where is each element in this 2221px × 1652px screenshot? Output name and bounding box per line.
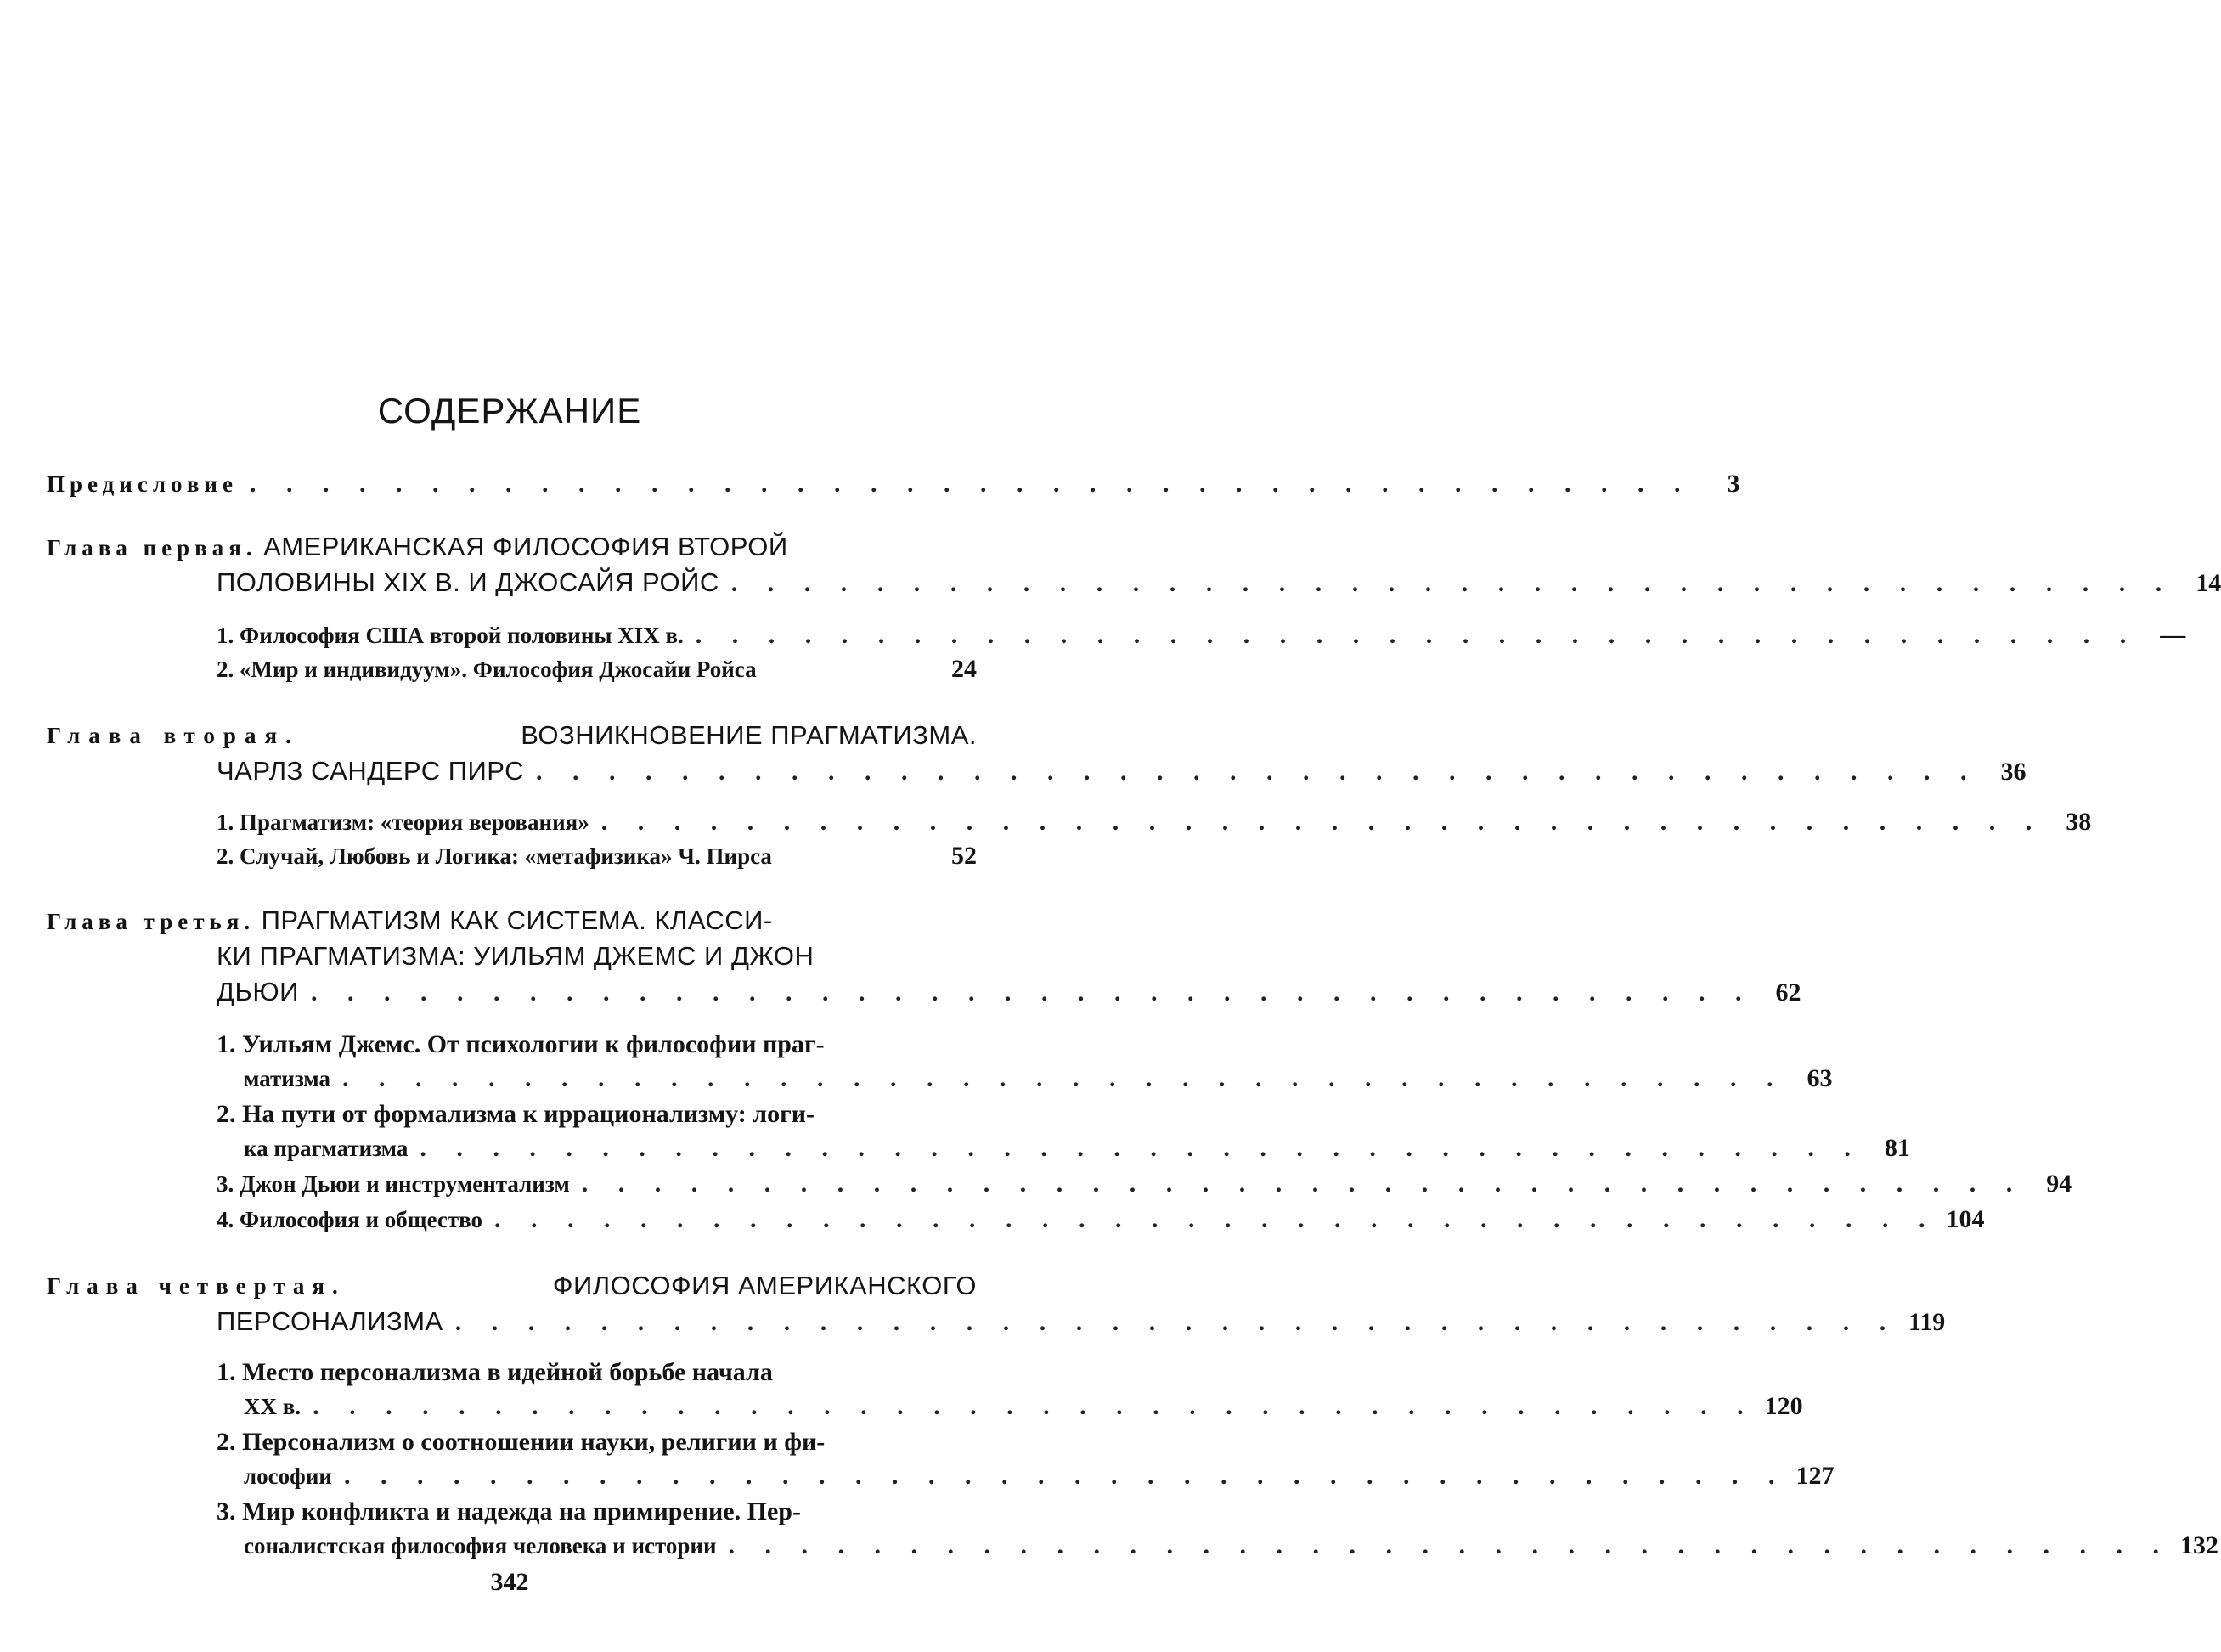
chapter-title: ПОЛОВИНЫ XIX В. И ДЖОСАЙЯ РОЙС <box>217 567 719 597</box>
toc-entry-line: 1. Уильям Джемс. От психологии к философии праг- <box>217 1030 825 1058</box>
toc-entry-preface <box>47 467 1740 501</box>
chapter-4-heading <box>47 1269 977 1303</box>
page-number: 342 <box>490 1568 529 1596</box>
chapter-prefix: Глава третья. <box>47 909 256 934</box>
entry-page: 36 <box>2000 758 2027 786</box>
chapter-title: ВОЗНИКНОВЕНИЕ ПРАГМАТИЗМА. <box>521 720 977 750</box>
chapter-prefix: Глава первая. <box>47 535 257 561</box>
entry-page: 62 <box>1775 978 1801 1006</box>
entry-page: 52 <box>951 842 977 870</box>
chapter-prefix: Глава четвертая. <box>47 1273 346 1299</box>
chapter-3-heading <box>47 904 773 939</box>
chapter-title: ФИЛОСОФИЯ АМЕРИКАНСКОГО <box>552 1271 977 1300</box>
leader-dots: . . . . . . . . . . . . . . . . . . . . . . . . . . . . . . . . . . . . . . . . <box>454 1308 1898 1336</box>
entry-page: 119 <box>1908 1308 1946 1336</box>
page-title: СОДЕРЖАНИЕ <box>377 391 642 431</box>
entry-page: 81 <box>1884 1134 1910 1162</box>
leader-dots: . . . . . . . . . . . . . . . . . . . . . . . . . . . . . . . . . . . . . . . . <box>695 621 2139 649</box>
chapter-title: ПРАГМАТИЗМ КАК СИСТЕМА. КЛАССИ- <box>261 905 773 935</box>
chapter-2-title-end <box>217 754 2027 789</box>
toc-entry <box>217 618 2186 652</box>
entry-page: 24 <box>951 655 977 683</box>
leader-dots: . . . . . . . . . . . . . . . . . . . . . . . . . . . . . . . . . . . . . . . . <box>249 470 1693 498</box>
entry-page: 132 <box>2180 1531 2219 1559</box>
entry-page: 104 <box>1946 1205 1985 1233</box>
leader-dots: . . . . . . . . . . . . . . . . . . . . . . . . . . . . . . . . . . . . . . . . <box>536 758 1979 786</box>
entry-label: соналистская философия человека и истории <box>244 1533 717 1559</box>
entry-page: 38 <box>2066 808 2092 836</box>
toc-entry-line: 2. На пути от формализма к иррационализму: логи- <box>217 1100 815 1128</box>
entry-label: 1. Философия США второй половины XIX в. <box>217 623 684 648</box>
entry-page: 63 <box>1807 1064 1833 1092</box>
entry-label: XX в. <box>244 1394 302 1419</box>
entry-label: 2. «Мир и индивидуум». Философия Джосайи Ройса <box>217 657 757 682</box>
entry-label: лософии <box>244 1463 332 1489</box>
chapter-title: ДЬЮИ <box>217 977 299 1006</box>
chapter-prefix: Глава вторая. <box>47 723 300 748</box>
toc-entry <box>244 1459 1835 1493</box>
entry-label: 1. Прагматизм: «теория верования» <box>217 809 589 835</box>
chapter-2-heading <box>47 719 977 753</box>
leader-dots: . . . . . . . . . . . . . . . . . . . . . . . . . . . . . . . . . . . . . . . . <box>728 1531 2172 1559</box>
entry-page: 120 <box>1764 1392 1803 1420</box>
leader-dots: . . . . . . . . . . . . . . . . . . . . . . . . . . . . . . . . . . . . . . . . <box>343 1462 1787 1490</box>
toc-entry <box>244 1529 2219 1563</box>
toc-entry <box>244 1131 1910 1165</box>
entry-page: 14 <box>2196 569 2221 597</box>
toc-entry-line: 2. Персонализм о соотношении науки, религии и фи- <box>217 1428 826 1456</box>
toc-entry-line: 1. Место персонализма в идейной борьбе начала <box>217 1358 773 1386</box>
leader-dots: . . . . . . . . . . . . . . . . . . . . . . . . . . . . . . . . . . . . . . . . <box>600 808 2044 836</box>
entry-label: ка прагматизма <box>244 1136 409 1161</box>
leader-dots: . . . . . . . . . . . . . . . . . . . . . . . . . . . . . . . . . . . . . . . . <box>342 1064 1785 1092</box>
entry-label: Предисловие <box>47 471 238 497</box>
leader-dots: . . . . . . . . . . . . . . . . . . . . . . . . . . . . . . . . . . . . . . . . <box>313 1392 1756 1420</box>
entry-page: — <box>2160 621 2186 649</box>
chapter-3-title-end <box>217 975 1801 1010</box>
chapter-title: КИ ПРАГМАТИЗМА: УИЛЬЯМ ДЖЕМС И ДЖОН <box>217 941 815 971</box>
chapter-4-title-end <box>217 1305 1946 1339</box>
toc-entry <box>217 652 977 686</box>
leader-dots: . . . . . . . . . . . . . . . . . . . . . . . . . . . . . . . . . . . . . . . . <box>581 1170 2025 1198</box>
toc-entry <box>217 839 977 873</box>
entry-page: 127 <box>1795 1462 1835 1490</box>
entry-page: 94 <box>2046 1170 2072 1198</box>
chapter-1-heading <box>47 530 788 565</box>
toc-entry <box>217 1203 1985 1237</box>
chapter-title: АМЕРИКАНСКАЯ ФИЛОСОФИЯ ВТОРОЙ <box>263 532 788 561</box>
leader-dots: . . . . . . . . . . . . . . . . . . . . . . . . . . . . . . . . . . . . . . . . <box>310 978 1754 1006</box>
toc-entry <box>244 1062 1833 1096</box>
toc-entry-line: 3. Мир конфликта и надежда на примирение. Пер- <box>217 1497 801 1525</box>
chapter-3-title-line2 <box>217 939 814 974</box>
chapter-1-title-end <box>217 566 2221 600</box>
toc-entry <box>217 805 2092 839</box>
leader-dots: . . . . . . . . . . . . . . . . . . . . . . . . . . . . . . . . . . . . . . . . <box>494 1205 1937 1233</box>
entry-label: 3. Джон Дьюи и инструментализм <box>217 1171 570 1197</box>
leader-dots: . . . . . . . . . . . . . . . . . . . . . . . . . . . . . . . . . . . . . . . . <box>420 1134 1863 1162</box>
entry-label: 2. Случай, Любовь и Логика: «метафизика» Ч. Пирса <box>217 843 772 869</box>
entry-label: матизма <box>244 1066 331 1091</box>
entry-label: 4. Философия и общество <box>217 1207 483 1232</box>
chapter-title: ЧАРЛЗ САНДЕРС ПИРС <box>217 756 525 786</box>
entry-page: 3 <box>1727 470 1740 498</box>
leader-dots: . . . . . . . . . . . . . . . . . . . . . . . . . . . . . . . . . . . . . . . . <box>730 569 2174 597</box>
toc-entry <box>244 1390 1803 1424</box>
toc-entry <box>217 1167 2072 1201</box>
chapter-title: ПЕРСОНАЛИЗМА <box>217 1306 443 1336</box>
